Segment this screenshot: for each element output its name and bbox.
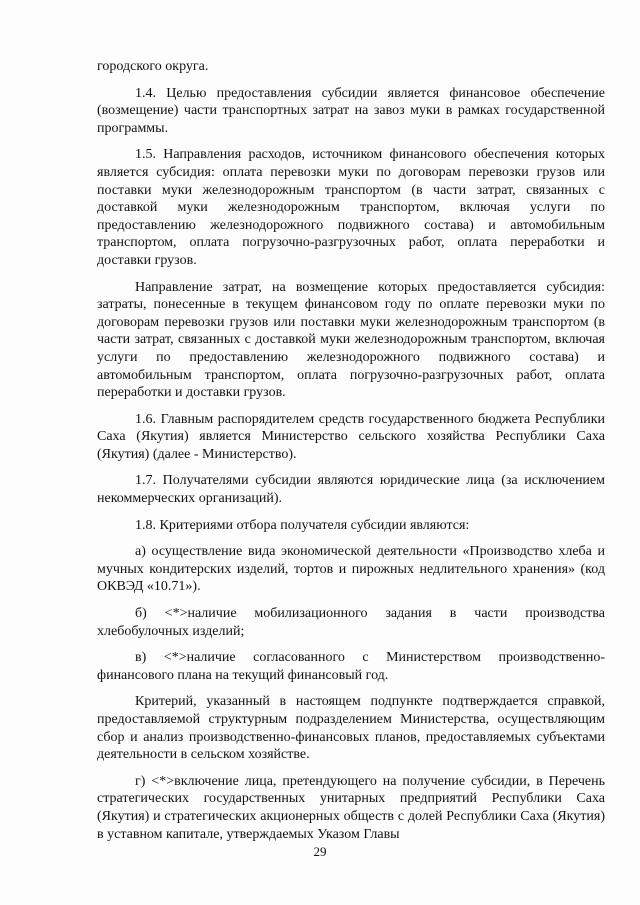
paragraph-1-5: 1.5. Направления расходов, источником финансового обеспечения которых является субсидия: оплата перевозки муки по договорам перевозки грузов или поставки муки железнодорожным транспортом (в части затрат, связанных с доставкой муки железнодорожным транспортом, включая услуги по предоставлению железнодорожного подвижного состава) и автомобильным транспортом, оплата погрузочно-разгрузочных работ, оплата переработки и доставки грузов. [97, 147, 605, 268]
paragraph-expense-direction: Направление затрат, на возмещение которых предоставляется субсидия: затраты, понесенные в текущем финансовом году по оплате перевозки муки по договорам перевозки грузов или поставки муки железнодорожным транспортом (в части затрат, связанных с доставкой муки железнодорожным транспортом, включая услуги по предоставлению железнодорожного подвижного состава) и автомобильным транспортом, оплата погрузочно-разгрузочных работ, оплата переработки и доставки грузов. [97, 279, 605, 401]
paragraph-1-7: 1.7. Получателями субсидии являются юридические лица (за исключением некоммерческих организаций). [97, 473, 605, 507]
paragraph-continuation: городского округа. [97, 59, 209, 74]
criterion-note: Критерий, указанный в настоящем подпункте подтверждается справкой, предоставляемой структурным подразделением Министерства, осуществляющим сбор и анализ производственно-финансовых планов, предоставляемых субъектами деятельности в сельском хозяйстве. [97, 694, 605, 763]
paragraph-1-6: 1.6. Главным распорядителем средств государственного бюджета Республики Саха (Якутия) является Министерство сельского хозяйства Республики Саха (Якутия) (далее - Министерство). [97, 411, 605, 462]
page-number: 29 [313, 844, 327, 859]
paragraph-1-4: 1.4. Целью предоставления субсидии является финансовое обеспечение (возмещение) части транспортных затрат на завоз муки в рамках государственной программы. [97, 85, 605, 136]
criterion-a: а) осуществление вида экономической деятельности «Производство хлеба и мучных кондитерских изделий, тортов и пирожных недлительного хранения» (код ОКВЭД «10.71»). [97, 544, 605, 595]
criterion-b: б) <*>наличие мобилизационного задания в части производства хлебобулочных изделий; [97, 606, 605, 639]
criterion-v: в) <*>наличие согласованного с Министерством производственно-финансового плана на текущий финансовый год. [97, 650, 605, 683]
criterion-g: г) <*>включение лица, претендующего на получение субсидии, в Перечень стратегических государственных унитарных предприятий Республики Саха (Якутия) и стратегических акционерных обществ с долей Республики Саха (Якутия) в уставном капитале, утверждаемых Указом Главы [97, 773, 605, 842]
paragraph-1-8: 1.8. Критериями отбора получателя субсидии являются: [135, 517, 470, 533]
document-body [97, 58, 605, 852]
